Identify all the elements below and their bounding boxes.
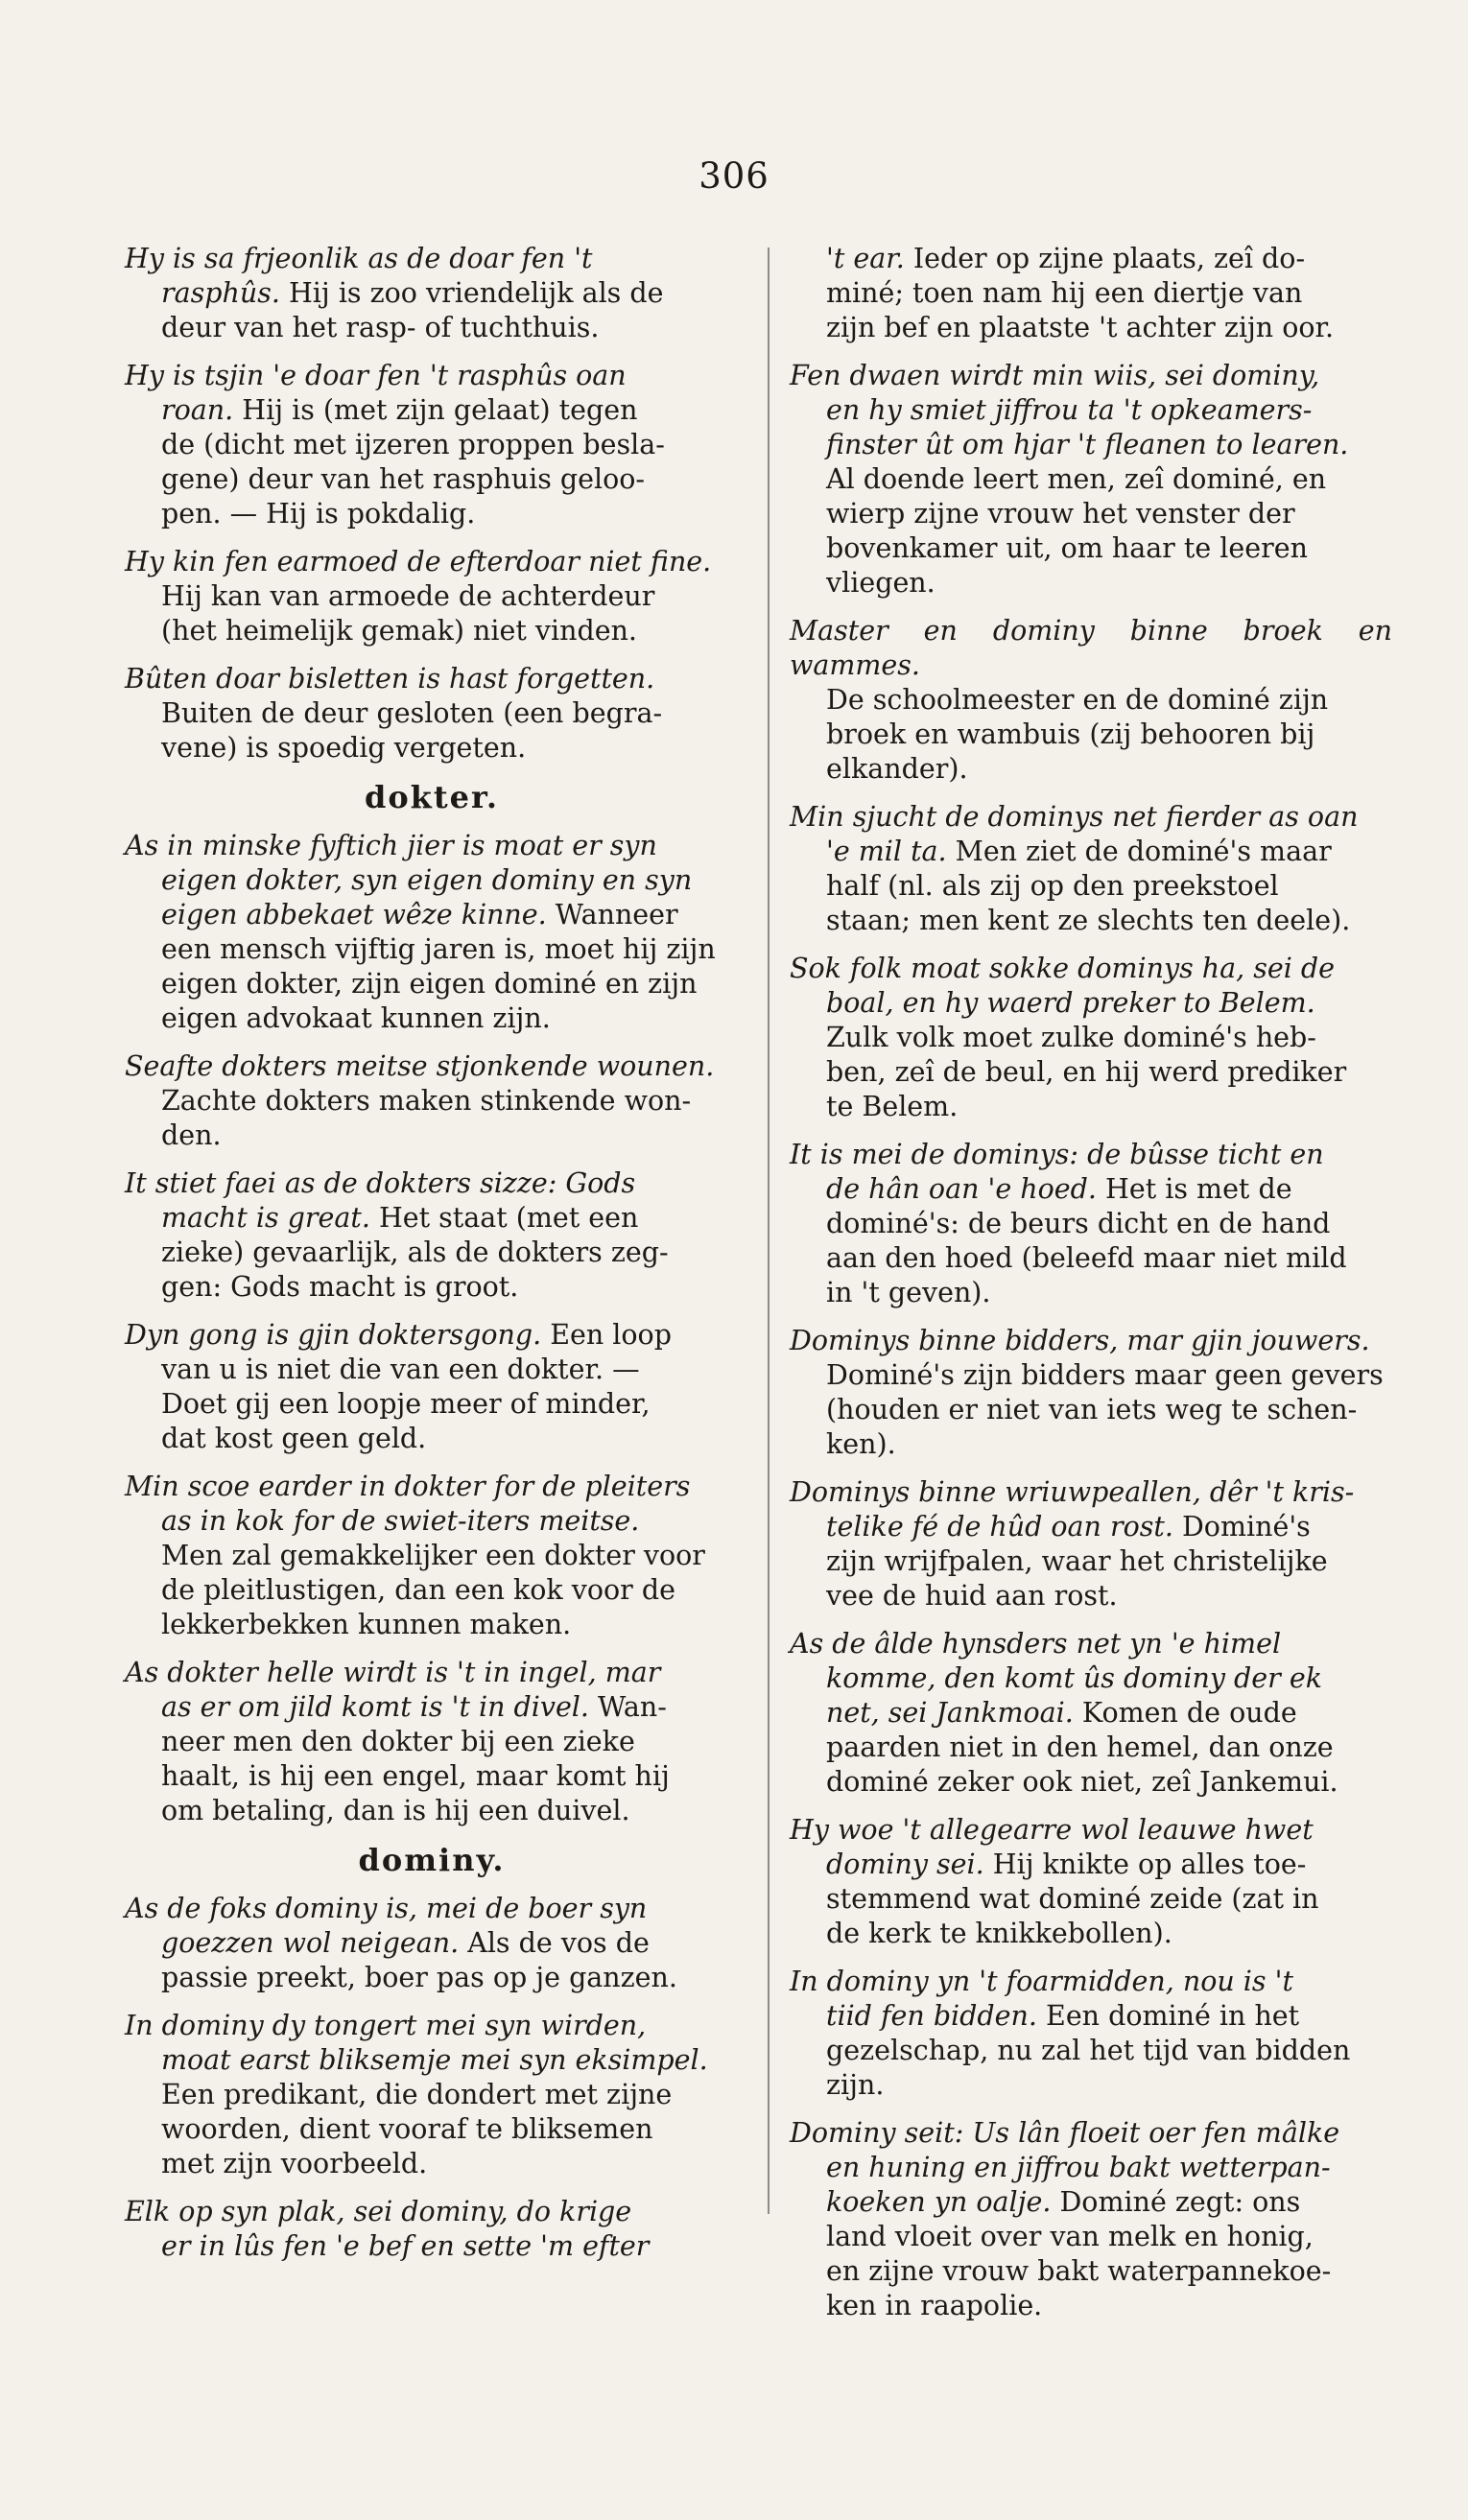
entry-line	[790, 1241, 1392, 1276]
entry-line	[125, 1084, 739, 1119]
entry-line	[790, 986, 1392, 1021]
dutch-translation: zijn wrijfpalen, waar het christelijke	[826, 1545, 1328, 1577]
frisian-text: macht is great.	[161, 1202, 370, 1234]
frisian-text: In dominy dy tongert mei syn wirden,	[125, 2010, 647, 2041]
frisian-text: as er om jild komt is 't in divel.	[161, 1691, 589, 1723]
entry-line	[790, 311, 1392, 345]
dutch-translation: Men zal gemakkelijker een dokter voor	[161, 1540, 705, 1571]
entry-line	[790, 1358, 1392, 1393]
dutch-translation: Een loop	[541, 1319, 672, 1351]
entry-line	[790, 2289, 1392, 2323]
dutch-translation: om betaling, dan is hij een duivel.	[161, 1795, 630, 1826]
entry-line	[790, 683, 1392, 718]
frisian-text: Hy is tsjin 'e doar fen 't rasphûs oan	[125, 360, 627, 391]
proverb-entry	[790, 800, 1392, 938]
entry-line	[125, 1539, 739, 1573]
frisian-text: As in minske fyftich jier is moat er syn	[125, 830, 657, 861]
entry-line	[125, 898, 739, 932]
entry-line	[790, 2254, 1392, 2289]
dutch-translation: ben, zeî de beul, en hij werd prediker	[826, 1056, 1347, 1088]
entry-line	[125, 311, 739, 345]
dutch-translation: Zachte dokters maken stinkende won-	[161, 1085, 692, 1117]
frisian-text: Master en dominy binne broek en wammes.	[790, 615, 1392, 681]
entry-line	[790, 752, 1392, 787]
frisian-text: Hy kin fen earmoed de efterdoar niet fine.	[125, 546, 712, 577]
entry-line	[790, 800, 1392, 835]
dutch-translation: Hij kan van armoede de achterdeur	[161, 580, 655, 612]
dutch-translation: Wan-	[588, 1691, 667, 1723]
frisian-text: en huning en jiffrou bakt wetterpan-	[826, 2152, 1331, 2183]
proverb-entry	[125, 1656, 739, 1828]
dutch-translation: woorden, dient vooraf te bliksemen	[161, 2113, 653, 2145]
entry-line	[790, 497, 1392, 531]
entry-line	[125, 2043, 739, 2078]
frisian-text: Elk op syn plak, sei dominy, do krige	[125, 2196, 632, 2227]
dutch-translation: de (dicht met ijzeren proppen besla-	[161, 429, 665, 460]
dutch-translation: Komen de oude	[1073, 1697, 1297, 1729]
entry-line	[125, 2147, 739, 2181]
dutch-translation: Hij is zoo vriendelijk als de	[279, 277, 664, 309]
frisian-text: 'e mil ta.	[826, 836, 947, 867]
proverb-entry	[790, 242, 1392, 345]
entry-line	[790, 952, 1392, 986]
dutch-translation: passie preekt, boer pas op je ganzen.	[161, 1962, 677, 1993]
entry-line	[790, 1696, 1392, 1731]
entry-line	[790, 1090, 1392, 1124]
entry-line	[790, 1765, 1392, 1800]
entry-line	[790, 1661, 1392, 1696]
entry-line	[125, 731, 739, 765]
entry-line	[790, 718, 1392, 752]
entry-line	[790, 2151, 1392, 2185]
frisian-text: In dominy yn 't foarmidden, nou is 't	[790, 1966, 1293, 1997]
frisian-text: koeken yn oalje.	[826, 2186, 1052, 2218]
entry-line	[125, 2078, 739, 2112]
dutch-translation: de pleitlustigen, dan een kok voor de	[161, 1574, 675, 1606]
dutch-translation: aan den hoed (beleefd maar niet mild	[826, 1242, 1347, 1274]
dutch-translation: paarden niet in den hemel, dan onze	[826, 1731, 1334, 1763]
frisian-text: rasphûs.	[161, 277, 280, 309]
frisian-text: As de âlde hynsders net yn 'e himel	[790, 1628, 1282, 1660]
dutch-translation: met zijn voorbeeld.	[161, 2148, 428, 2179]
frisian-text: eigen abbekaet wêze kinne.	[161, 899, 547, 930]
dutch-translation: wierp zijne vrouw het venster der	[826, 498, 1295, 530]
dutch-translation: Buiten de deur gesloten (een begra-	[161, 697, 663, 729]
entry-line	[125, 579, 739, 614]
dutch-translation: Zulk volk moet zulke dominé's heb-	[826, 1022, 1316, 1053]
dutch-translation: in 't geven).	[826, 1277, 991, 1308]
frisian-text: It is mei de dominys: de bûsse ticht en	[790, 1139, 1324, 1170]
frisian-text: goezzen wol neigean.	[161, 1927, 460, 1959]
entry-line	[125, 1119, 739, 1153]
dutch-translation: vee de huid aan rost.	[826, 1580, 1118, 1612]
entry-line	[125, 1387, 739, 1422]
entry-line	[125, 276, 739, 311]
frisian-text: As de foks dominy is, mei de boer syn	[125, 1893, 648, 1924]
dutch-translation: miné; toen nam hij een diertje van	[826, 277, 1303, 309]
entry-line	[790, 1731, 1392, 1765]
section-heading: dominy.	[358, 1842, 506, 1878]
entry-line	[125, 2229, 739, 2264]
dutch-translation: zijn.	[826, 2069, 885, 2101]
dutch-translation: broek en wambuis (zij behooren bij	[826, 718, 1315, 750]
dutch-translation: Het is met de	[1096, 1173, 1292, 1205]
dutch-translation: Ieder op zijne plaats, zeî do-	[904, 243, 1306, 274]
proverb-entry	[790, 1965, 1392, 2103]
proverb-entry	[790, 1813, 1392, 1951]
entry-line	[790, 1172, 1392, 1207]
proverb-entry	[125, 2009, 739, 2181]
entry-line	[125, 932, 739, 967]
frisian-text: Dominy seit: Us lân floeit oer fen mâlke	[790, 2117, 1340, 2149]
entry-line	[790, 614, 1392, 683]
entry-line	[790, 1627, 1392, 1661]
entry-line	[125, 359, 739, 393]
dutch-translation: Wanneer	[546, 899, 678, 930]
entry-line	[125, 2009, 739, 2043]
dutch-translation: ken).	[826, 1428, 896, 1460]
entry-line	[125, 614, 739, 648]
dutch-translation: Doet gij een loopje meer of minder,	[161, 1388, 651, 1420]
entry-line	[125, 662, 739, 696]
entry-line	[790, 276, 1392, 311]
entry-line	[790, 1276, 1392, 1310]
entry-line	[790, 1324, 1392, 1358]
proverb-entry	[790, 1138, 1392, 1310]
entry-line	[125, 1794, 739, 1828]
entry-line	[125, 1166, 739, 1201]
section-heading: dokter.	[364, 779, 500, 815]
proverb-entry	[125, 242, 739, 345]
proverb-entry	[790, 2116, 1392, 2323]
frisian-text: komme, den komt ûs dominy der ek	[826, 1662, 1322, 1694]
frisian-text: Bûten doar bisletten is hast forgetten.	[125, 663, 655, 695]
dutch-translation: dominé's: de beurs dicht en de hand	[826, 1208, 1331, 1239]
dutch-translation: Dominé zegt: ons	[1051, 2186, 1301, 2218]
dutch-translation: half (nl. als zij op den preekstoel	[826, 870, 1279, 902]
frisian-text: Hy is sa frjeonlik as de doar fen 't	[125, 243, 593, 274]
entry-line	[790, 2034, 1392, 2068]
entry-line	[125, 1422, 739, 1456]
entry-line	[790, 462, 1392, 497]
proverb-entry	[125, 1049, 739, 1153]
proverb-entry	[125, 2195, 739, 2264]
entry-line	[125, 497, 739, 531]
entry-line	[790, 2068, 1392, 2103]
entry-line	[125, 967, 739, 1001]
entry-line	[125, 2112, 739, 2147]
dutch-translation: van u is niet die van een dokter. —	[161, 1354, 640, 1385]
entry-line	[790, 835, 1392, 869]
dutch-translation: eigen advokaat kunnen zijn.	[161, 1002, 551, 1034]
dutch-translation: een mensch vijftig jaren is, moet hij zijn	[161, 933, 716, 965]
entry-line	[790, 1544, 1392, 1579]
proverb-entry	[125, 1166, 739, 1305]
proverb-entry	[125, 1470, 739, 1642]
entry-line	[125, 1270, 739, 1305]
entry-line	[125, 1201, 739, 1236]
dutch-translation: te Belem.	[826, 1091, 959, 1122]
frisian-text: 't ear.	[826, 243, 905, 274]
dutch-translation: en zijne vrouw bakt waterpannekoe-	[826, 2255, 1332, 2287]
frisian-text: finster ût om hjar 't fleanen to learen.	[826, 429, 1349, 460]
frisian-text: It stiet faei as de dokters sizze: Gods	[125, 1167, 636, 1199]
frisian-text: tiid fen bidden.	[826, 2000, 1037, 2032]
frisian-text: Sok folk moat sokke dominys ha, sei de	[790, 953, 1336, 984]
frisian-text: Seafte dokters meitse stjonkende wounen.	[125, 1050, 715, 1082]
dutch-translation: gezelschap, nu zal het tijd van bidden	[826, 2035, 1351, 2066]
entry-line	[790, 1393, 1392, 1427]
dutch-translation: stemmend wat dominé zeide (zat in	[826, 1883, 1319, 1915]
frisian-text: dominy sei.	[826, 1849, 984, 1880]
frisian-text: telike fé de hûd oan rost.	[826, 1511, 1173, 1543]
proverb-entry	[125, 545, 739, 648]
proverb-entry	[790, 1324, 1392, 1462]
dutch-translation: Dominé's zijn bidders maar geen gevers	[826, 1359, 1384, 1391]
dutch-translation: land vloeit over van melk en honig,	[826, 2221, 1314, 2252]
entry-line	[125, 545, 739, 579]
dutch-translation: pen. — Hij is pokdalig.	[161, 498, 476, 530]
dutch-translation: zieke) gevaarlijk, als de dokters zeg-	[161, 1236, 669, 1268]
dutch-translation: haalt, is hij een engel, maar komt hij	[161, 1760, 670, 1792]
dutch-translation: Het staat (met een	[369, 1202, 639, 1234]
right-column	[790, 242, 1392, 2337]
entry-line	[790, 1813, 1392, 1848]
entry-line	[125, 1470, 739, 1504]
entry-line	[125, 1049, 739, 1084]
dutch-translation: vene) is spoedig vergeten.	[161, 732, 527, 764]
page-number: 306	[698, 155, 770, 197]
dutch-translation: de kerk te knikkebollen).	[826, 1918, 1172, 1949]
dutch-translation: Dominé's	[1172, 1511, 1311, 1543]
entry-line	[790, 2116, 1392, 2151]
entry-line	[790, 2185, 1392, 2220]
frisian-text: As dokter helle wirdt is 't in ingel, mar	[125, 1657, 661, 1688]
proverb-entry	[125, 359, 739, 531]
entry-line	[125, 1608, 739, 1642]
dutch-translation: ken in raapolie.	[826, 2290, 1043, 2321]
proverb-entry	[790, 1627, 1392, 1800]
dutch-translation: Men ziet de dominé's maar	[946, 836, 1332, 867]
frisian-text: eigen dokter, syn eigen dominy en syn	[161, 864, 693, 896]
proverb-entry	[790, 1475, 1392, 1613]
proverb-entry	[125, 1892, 739, 1995]
dutch-translation: zijn bef en plaatste 't achter zijn oor.	[826, 312, 1335, 343]
proverb-entry	[790, 952, 1392, 1124]
entry-line	[125, 2195, 739, 2229]
entry-line	[790, 1848, 1392, 1882]
entry-line	[790, 1917, 1392, 1951]
dutch-translation: Hij knikte op alles toe-	[983, 1849, 1307, 1880]
dutch-translation: staan; men kent ze slechts ten deele).	[826, 905, 1351, 936]
proverb-entry	[125, 1318, 739, 1456]
entry-line	[125, 1573, 739, 1608]
frisian-text: roan.	[161, 394, 234, 426]
entry-line	[790, 1427, 1392, 1462]
dutch-translation: gene) deur van het rasphuis geloo-	[161, 463, 646, 495]
entry-line	[125, 1318, 739, 1353]
entry-line	[125, 1353, 739, 1387]
entry-line	[125, 1504, 739, 1539]
dutch-translation: dat kost geen geld.	[161, 1423, 427, 1454]
dutch-translation: Als de vos de	[459, 1927, 650, 1959]
entry-line	[790, 1207, 1392, 1241]
entry-line	[790, 1138, 1392, 1172]
frisian-text: as in kok for de swiet-iters meitse.	[161, 1505, 640, 1537]
frisian-text: Fen dwaen wirdt min wiis, sei dominy,	[790, 360, 1320, 391]
entry-line	[125, 1961, 739, 1995]
dutch-translation: (houden er niet van iets weg te schen-	[826, 1394, 1358, 1425]
dutch-translation: bovenkamer uit, om haar te leeren	[826, 532, 1308, 564]
dutch-translation: Al doende leert men, zeî dominé, en	[826, 463, 1327, 495]
proverb-entry	[125, 829, 739, 1036]
dutch-translation: den.	[161, 1119, 222, 1151]
dutch-translation: (het heimelijk gemak) niet vinden.	[161, 615, 637, 647]
proverb-entry	[125, 662, 739, 765]
entry-line	[790, 531, 1392, 566]
dutch-translation: eigen dokter, zijn eigen dominé en zijn	[161, 968, 698, 1000]
frisian-text: er in lûs fen 'e bef en sette 'm efter	[161, 2230, 650, 2262]
frisian-text: Dyn gong is gjin doktersgong.	[125, 1319, 542, 1351]
entry-line	[125, 242, 739, 276]
dutch-translation: deur van het rasp- of tuchthuis.	[161, 312, 600, 343]
dutch-translation: vliegen.	[826, 567, 935, 599]
frisian-text: boal, en hy waerd preker to Belem.	[826, 987, 1315, 1019]
entry-line	[790, 1510, 1392, 1544]
entry-line	[125, 863, 739, 898]
entry-line	[125, 1892, 739, 1926]
entry-line	[125, 1926, 739, 1961]
entry-line	[125, 1725, 739, 1759]
entry-line	[125, 428, 739, 462]
entry-line	[790, 904, 1392, 938]
frisian-text: Min scoe earder in dokter for de pleiters	[125, 1471, 691, 1502]
dutch-translation: neer men den dokter bij een zieke	[161, 1726, 635, 1757]
entry-line	[125, 1001, 739, 1036]
proverb-entry	[790, 359, 1392, 601]
dutch-translation: dominé zeker ook niet, zeî Jankemui.	[826, 1766, 1338, 1798]
entry-line	[790, 359, 1392, 393]
dutch-translation: De schoolmeester en de dominé zijn	[826, 684, 1329, 716]
frisian-text: Dominys binne bidders, mar gjin jouwers.	[790, 1325, 1370, 1356]
entry-line	[790, 566, 1392, 601]
frisian-text: Dominys binne wriuwpeallen, dêr 't kris-	[790, 1476, 1355, 1508]
entry-line	[125, 462, 739, 497]
entry-line	[790, 428, 1392, 462]
entry-line	[790, 1579, 1392, 1613]
entry-line	[790, 1965, 1392, 1999]
frisian-text: Min sjucht de dominys net fierder as oan	[790, 801, 1359, 833]
entry-line	[790, 242, 1392, 276]
entry-line	[125, 1236, 739, 1270]
dutch-translation: elkander).	[826, 753, 968, 785]
frisian-text: Hy woe 't allegearre wol leauwe hwet	[790, 1814, 1314, 1846]
frisian-text: en hy smiet jiffrou ta 't opkeamers-	[826, 394, 1313, 426]
entry-line	[125, 393, 739, 428]
entry-line	[125, 696, 739, 731]
entry-line	[125, 1656, 739, 1690]
entry-line	[790, 1999, 1392, 2034]
entry-line	[125, 829, 739, 863]
dutch-translation: Hij is (met zijn gelaat) tegen	[233, 394, 638, 426]
proverb-entry	[790, 614, 1392, 787]
entry-line	[790, 2220, 1392, 2254]
frisian-text: de hân oan 'e hoed.	[826, 1173, 1097, 1205]
entry-line	[790, 1475, 1392, 1510]
frisian-text: net, sei Jankmoai.	[826, 1697, 1074, 1729]
column-divider	[768, 247, 770, 2214]
entry-line	[790, 869, 1392, 904]
entry-line	[125, 1759, 739, 1794]
dutch-translation: Een predikant, die dondert met zijne	[161, 2079, 673, 2110]
entry-line	[790, 1055, 1392, 1090]
frisian-text: moat earst bliksemje mei syn eksimpel.	[161, 2044, 708, 2076]
dutch-translation: gen: Gods macht is groot.	[161, 1271, 519, 1303]
left-column	[125, 242, 739, 2277]
entry-line	[790, 1882, 1392, 1917]
entry-line	[125, 1690, 739, 1725]
dutch-translation: lekkerbekken kunnen maken.	[161, 1609, 572, 1640]
entry-line	[790, 393, 1392, 428]
entry-line	[790, 1021, 1392, 1055]
dutch-translation: Een dominé in het	[1036, 2000, 1300, 2032]
